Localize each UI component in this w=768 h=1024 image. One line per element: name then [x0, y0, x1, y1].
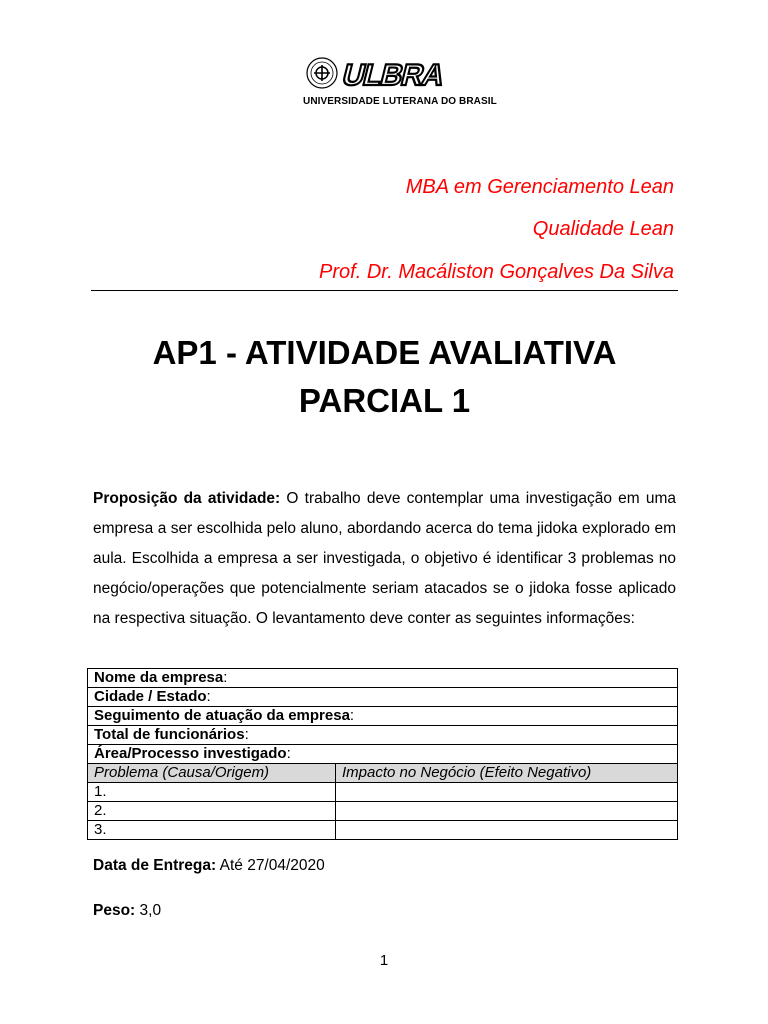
due-date: [93, 857, 325, 875]
field-cell[interactable]: Cidade / Estado:: [88, 688, 678, 707]
field-cell[interactable]: Seguimento de atuação da empresa:: [88, 707, 678, 726]
due-date-value: Até 27/04/2020: [216, 857, 325, 874]
weight-value: 3,0: [135, 902, 162, 919]
field-label: Nome da empresa: [94, 669, 224, 686]
impact-cell[interactable]: [336, 802, 678, 821]
field-cell[interactable]: Total de funcionários:: [88, 726, 678, 745]
column-header-problem: Problema (Causa/Origem): [88, 764, 336, 783]
field-label: Total de funcionários: [94, 726, 245, 743]
impact-cell[interactable]: [336, 821, 678, 840]
field-cell[interactable]: Área/Processo investigado:: [88, 745, 678, 764]
problem-cell[interactable]: 1.: [88, 783, 336, 802]
table-row: [88, 802, 678, 821]
professor-name: Prof. Dr. Macáliston Gonçalves Da Silva: [319, 261, 674, 283]
weight: [93, 902, 161, 920]
field-row-company: [88, 669, 678, 688]
problem-cell[interactable]: 3.: [88, 821, 336, 840]
document-title-line-2: PARCIAL 1: [298, 382, 471, 419]
problem-table-header: [88, 764, 678, 783]
problem-cell[interactable]: 2.: [88, 802, 336, 821]
weight-label: Peso:: [93, 902, 136, 919]
table-row: [88, 821, 678, 840]
logo-caption: UNIVERSIDADE LUTERANA DO BRASIL: [303, 96, 497, 107]
field-row-employees: [88, 726, 678, 745]
field-row-segment: [88, 707, 678, 726]
field-cell[interactable]: Nome da empresa:: [88, 669, 678, 688]
proposal-text: O trabalho deve contemplar uma investigação em uma empresa a ser escolhida pelo aluno, abordando acerca do tema jidoka explorado em aula. Escolhida a empresa a ser investigada, o objetivo é identificar 3 problemas no negócio/operações que potencialmente seriam atacados se o jidoka fosse aplicado na respectiva situação. O levantamento deve conter as seguintes informações:: [93, 490, 677, 627]
impact-cell[interactable]: [336, 783, 678, 802]
logo-wordmark: ULBRA: [339, 58, 448, 92]
proposal-paragraph: [93, 484, 676, 634]
field-row-city-state: [88, 688, 678, 707]
table-row: [88, 783, 678, 802]
page-number: 1: [379, 952, 389, 969]
proposal-label: Proposição da atividade:: [93, 490, 281, 507]
field-label: Área/Processo investigado: [94, 745, 287, 762]
due-date-label: Data de Entrega:: [93, 857, 217, 874]
course-name: MBA em Gerenciamento Lean: [405, 176, 674, 198]
column-header-impact: Impacto no Negócio (Efeito Negativo): [336, 764, 678, 783]
field-label: Cidade / Estado: [94, 688, 207, 705]
field-row-area: [88, 745, 678, 764]
header-divider: [91, 290, 678, 291]
subject-name: Qualidade Lean: [532, 218, 674, 240]
investigation-form-table: [87, 668, 678, 840]
document-title-line-1: AP1 - ATIVIDADE AVALIATIVA: [152, 334, 617, 371]
field-label: Seguimento de atuação da empresa: [94, 707, 350, 724]
